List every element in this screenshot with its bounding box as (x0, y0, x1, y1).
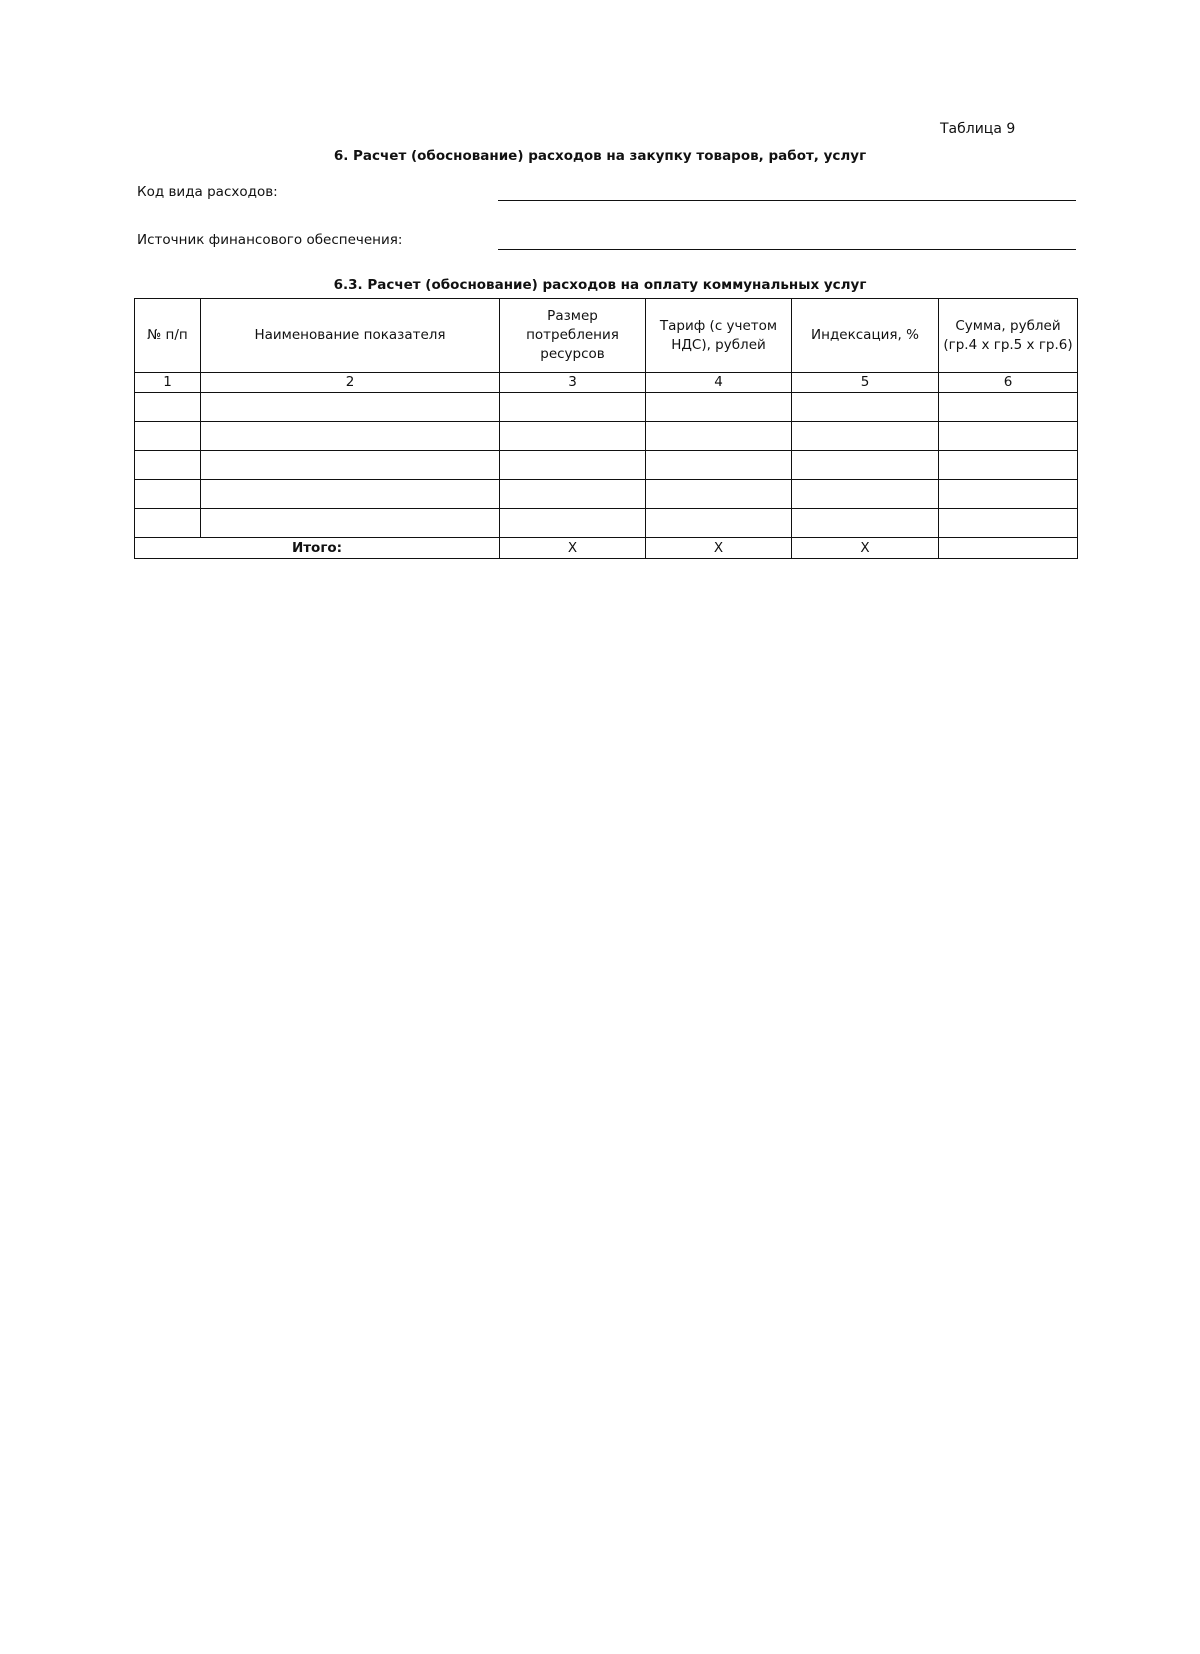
total-label: Итого: (135, 538, 500, 559)
total-cell: X (646, 538, 792, 559)
table-cell[interactable] (201, 393, 500, 422)
table-row (135, 480, 1078, 509)
total-cell: X (500, 538, 646, 559)
table-row (135, 422, 1078, 451)
table-cell[interactable] (646, 393, 792, 422)
column-header: Индексация, % (792, 299, 939, 373)
table-cell[interactable] (939, 451, 1078, 480)
table-cell[interactable] (135, 422, 201, 451)
table-number-label: Таблица 9 (940, 121, 1016, 137)
table-cell[interactable] (135, 509, 201, 538)
table-cell[interactable] (500, 422, 646, 451)
table-row (135, 509, 1078, 538)
table-cell[interactable] (135, 451, 201, 480)
total-sum-cell[interactable] (939, 538, 1078, 559)
table-cell[interactable] (792, 451, 939, 480)
table-cell[interactable] (500, 480, 646, 509)
section-title: 6.3. Расчет (обоснование) расходов на оплату коммунальных услуг (333, 277, 867, 293)
table-cell[interactable] (646, 451, 792, 480)
column-number: 6 (939, 373, 1078, 393)
table-cell[interactable] (201, 480, 500, 509)
expense-code-field[interactable] (498, 200, 1076, 201)
table-cell[interactable] (500, 393, 646, 422)
table-cell[interactable] (939, 509, 1078, 538)
table-row (135, 393, 1078, 422)
column-header: Сумма, рублей (гр.4 x гр.5 x гр.6) (939, 299, 1078, 373)
table-cell[interactable] (646, 480, 792, 509)
table-cell[interactable] (201, 422, 500, 451)
column-header: № п/п (135, 299, 201, 373)
column-number: 2 (201, 373, 500, 393)
table-row (135, 451, 1078, 480)
table-cell[interactable] (939, 422, 1078, 451)
table-header-row (135, 299, 1078, 373)
total-cell: X (792, 538, 939, 559)
document-title: 6. Расчет (обоснование) расходов на закупку товаров, работ, услуг (333, 148, 867, 164)
table-cell[interactable] (201, 509, 500, 538)
column-header: Размер потребления ресурсов (500, 299, 646, 373)
table-cell[interactable] (792, 480, 939, 509)
utilities-cost-table (134, 298, 1078, 559)
table-cell[interactable] (792, 393, 939, 422)
table-cell[interactable] (792, 509, 939, 538)
funding-source-label: Источник финансового обеспечения: (137, 232, 403, 248)
table-cell[interactable] (939, 393, 1078, 422)
table-cell[interactable] (201, 451, 500, 480)
table-cell[interactable] (135, 393, 201, 422)
total-row (135, 538, 1078, 559)
table-cell[interactable] (135, 480, 201, 509)
column-number: 5 (792, 373, 939, 393)
table-cell[interactable] (939, 480, 1078, 509)
column-number: 1 (135, 373, 201, 393)
table-cell[interactable] (646, 509, 792, 538)
table-cell[interactable] (500, 509, 646, 538)
expense-code-label: Код вида расходов: (137, 184, 278, 200)
column-number: 3 (500, 373, 646, 393)
column-header: Тариф (с учетом НДС), рублей (646, 299, 792, 373)
column-number: 4 (646, 373, 792, 393)
column-number-row (135, 373, 1078, 393)
table-cell[interactable] (792, 422, 939, 451)
table-cell[interactable] (646, 422, 792, 451)
table-cell[interactable] (500, 451, 646, 480)
column-header: Наименование показателя (201, 299, 500, 373)
funding-source-field[interactable] (498, 249, 1076, 250)
